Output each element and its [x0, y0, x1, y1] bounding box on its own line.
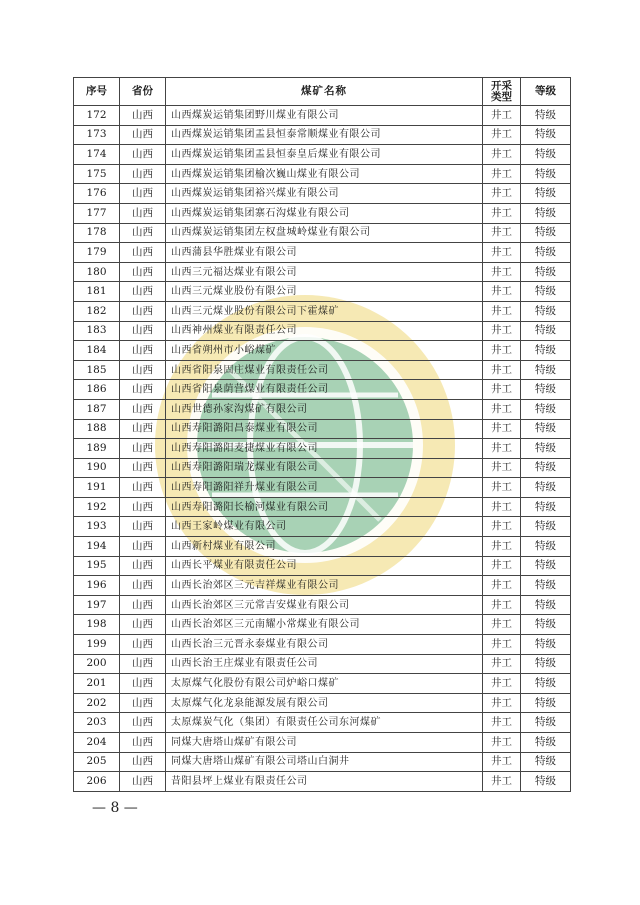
cell-province: 山西	[120, 360, 166, 380]
cell-province: 山西	[120, 301, 166, 321]
cell-mine-name: 山西长平煤业有限责任公司	[166, 556, 483, 576]
cell-mining-type: 井工	[483, 106, 521, 126]
cell-seq: 203	[74, 713, 120, 733]
header-mining-type: 开采类型	[483, 78, 521, 106]
cell-province: 山西	[120, 125, 166, 145]
cell-province: 山西	[120, 752, 166, 772]
cell-province: 山西	[120, 439, 166, 459]
cell-mine-name: 山西煤炭运销集团野川煤业有限公司	[166, 106, 483, 126]
cell-mining-type: 井工	[483, 517, 521, 537]
cell-seq: 184	[74, 341, 120, 361]
table-row	[74, 164, 571, 184]
table-row	[74, 654, 571, 674]
cell-mine-name: 山西寿阳潞阳长榆河煤业有限公司	[166, 497, 483, 517]
cell-mine-name: 山西寿阳潞阳瑞龙煤业有限公司	[166, 458, 483, 478]
cell-mining-type: 井工	[483, 556, 521, 576]
table-row	[74, 556, 571, 576]
table-row	[74, 713, 571, 733]
cell-seq: 185	[74, 360, 120, 380]
cell-grade: 特级	[521, 106, 571, 126]
cell-mining-type: 井工	[483, 478, 521, 498]
cell-grade: 特级	[521, 184, 571, 204]
cell-grade: 特级	[521, 635, 571, 655]
cell-seq: 178	[74, 223, 120, 243]
cell-province: 山西	[120, 243, 166, 263]
cell-grade: 特级	[521, 595, 571, 615]
table-row	[74, 439, 571, 459]
cell-province: 山西	[120, 419, 166, 439]
cell-mine-name: 山西省朔州市小峪煤矿	[166, 341, 483, 361]
cell-province: 山西	[120, 517, 166, 537]
table-row	[74, 243, 571, 263]
cell-mine-name: 山西煤炭运销集团盂县恒泰皇后煤业有限公司	[166, 145, 483, 165]
cell-mining-type: 井工	[483, 439, 521, 459]
header-grade: 等级	[521, 78, 571, 106]
cell-mine-name: 山西寿阳潞阳昌泰煤业有限公司	[166, 419, 483, 439]
cell-seq: 197	[74, 595, 120, 615]
cell-mining-type: 井工	[483, 674, 521, 694]
table-row	[74, 497, 571, 517]
cell-mining-type: 井工	[483, 301, 521, 321]
table-row	[74, 262, 571, 282]
cell-mining-type: 井工	[483, 576, 521, 596]
cell-province: 山西	[120, 635, 166, 655]
cell-province: 山西	[120, 772, 166, 792]
table-row	[74, 380, 571, 400]
cell-province: 山西	[120, 145, 166, 165]
cell-mining-type: 井工	[483, 282, 521, 302]
cell-mine-name: 山西省阳泉荫营煤业有限责任公司	[166, 380, 483, 400]
cell-mining-type: 井工	[483, 184, 521, 204]
table-row	[74, 184, 571, 204]
cell-seq: 183	[74, 321, 120, 341]
cell-mine-name: 山西神州煤业有限责任公司	[166, 321, 483, 341]
cell-mine-name: 山西世德孙家沟煤矿有限公司	[166, 399, 483, 419]
cell-mine-name: 太原煤气化股份有限公司炉峪口煤矿	[166, 674, 483, 694]
cell-mine-name: 山西三元煤业股份有限公司	[166, 282, 483, 302]
cell-mining-type: 井工	[483, 262, 521, 282]
cell-grade: 特级	[521, 556, 571, 576]
cell-province: 山西	[120, 713, 166, 733]
cell-grade: 特级	[521, 321, 571, 341]
cell-seq: 175	[74, 164, 120, 184]
cell-grade: 特级	[521, 576, 571, 596]
cell-province: 山西	[120, 458, 166, 478]
cell-province: 山西	[120, 537, 166, 557]
cell-seq: 186	[74, 380, 120, 400]
cell-mine-name: 山西煤炭运销集团榆次巍山煤业有限公司	[166, 164, 483, 184]
cell-province: 山西	[120, 654, 166, 674]
table-row	[74, 595, 571, 615]
cell-mine-name: 山西省阳泉固庄煤业有限责任公司	[166, 360, 483, 380]
cell-grade: 特级	[521, 145, 571, 165]
cell-mining-type: 井工	[483, 595, 521, 615]
cell-seq: 173	[74, 125, 120, 145]
cell-mining-type: 井工	[483, 752, 521, 772]
cell-seq: 176	[74, 184, 120, 204]
cell-grade: 特级	[521, 439, 571, 459]
cell-grade: 特级	[521, 301, 571, 321]
cell-mine-name: 山西煤炭运销集团寨石沟煤业有限公司	[166, 203, 483, 223]
cell-seq: 189	[74, 439, 120, 459]
cell-grade: 特级	[521, 399, 571, 419]
cell-seq: 192	[74, 497, 120, 517]
cell-mining-type: 井工	[483, 321, 521, 341]
table-row	[74, 360, 571, 380]
cell-grade: 特级	[521, 517, 571, 537]
cell-grade: 特级	[521, 341, 571, 361]
cell-mining-type: 井工	[483, 145, 521, 165]
cell-grade: 特级	[521, 360, 571, 380]
cell-grade: 特级	[521, 164, 571, 184]
cell-seq: 206	[74, 772, 120, 792]
cell-mine-name: 山西王家岭煤业有限公司	[166, 517, 483, 537]
cell-province: 山西	[120, 106, 166, 126]
cell-grade: 特级	[521, 380, 571, 400]
cell-seq: 194	[74, 537, 120, 557]
cell-province: 山西	[120, 674, 166, 694]
coal-mine-table	[73, 77, 571, 792]
cell-mine-name: 昔阳县坪上煤业有限责任公司	[166, 772, 483, 792]
cell-seq: 199	[74, 635, 120, 655]
cell-province: 山西	[120, 556, 166, 576]
cell-province: 山西	[120, 576, 166, 596]
table-row	[74, 341, 571, 361]
cell-grade: 特级	[521, 615, 571, 635]
cell-mining-type: 井工	[483, 693, 521, 713]
header-mine-name: 煤矿名称	[166, 78, 483, 106]
table-row	[74, 635, 571, 655]
table-row	[74, 772, 571, 792]
cell-mining-type: 井工	[483, 203, 521, 223]
cell-mining-type: 井工	[483, 360, 521, 380]
cell-seq: 205	[74, 752, 120, 772]
cell-mining-type: 井工	[483, 380, 521, 400]
table-row	[74, 145, 571, 165]
cell-seq: 174	[74, 145, 120, 165]
cell-mine-name: 太原煤气化龙泉能源发展有限公司	[166, 693, 483, 713]
cell-seq: 195	[74, 556, 120, 576]
cell-mining-type: 井工	[483, 164, 521, 184]
cell-mine-name: 山西寿阳潞阳祥升煤业有限公司	[166, 478, 483, 498]
table-row	[74, 576, 571, 596]
cell-grade: 特级	[521, 282, 571, 302]
table-row	[74, 693, 571, 713]
cell-province: 山西	[120, 615, 166, 635]
cell-grade: 特级	[521, 262, 571, 282]
cell-province: 山西	[120, 693, 166, 713]
cell-province: 山西	[120, 595, 166, 615]
cell-grade: 特级	[521, 223, 571, 243]
cell-mine-name: 山西长治郊区三元常吉安煤业有限公司	[166, 595, 483, 615]
cell-mine-name: 山西三元福达煤业有限公司	[166, 262, 483, 282]
cell-seq: 198	[74, 615, 120, 635]
cell-mine-name: 山西煤炭运销集团左权盘城岭煤业有限公司	[166, 223, 483, 243]
cell-grade: 特级	[521, 693, 571, 713]
table-body	[74, 106, 571, 792]
cell-grade: 特级	[521, 203, 571, 223]
cell-province: 山西	[120, 203, 166, 223]
table-row	[74, 478, 571, 498]
cell-mining-type: 井工	[483, 635, 521, 655]
table-row	[74, 282, 571, 302]
cell-mine-name: 山西煤炭运销集团盂县恒泰常顺煤业有限公司	[166, 125, 483, 145]
cell-mine-name: 同煤大唐塔山煤矿有限公司	[166, 733, 483, 753]
cell-grade: 特级	[521, 654, 571, 674]
cell-province: 山西	[120, 321, 166, 341]
cell-mine-name: 山西长治郊区三元吉祥煤业有限公司	[166, 576, 483, 596]
cell-grade: 特级	[521, 752, 571, 772]
cell-mine-name: 山西蒲县华胜煤业有限公司	[166, 243, 483, 263]
cell-seq: 172	[74, 106, 120, 126]
cell-seq: 177	[74, 203, 120, 223]
cell-seq: 179	[74, 243, 120, 263]
cell-seq: 187	[74, 399, 120, 419]
cell-province: 山西	[120, 733, 166, 753]
cell-grade: 特级	[521, 497, 571, 517]
cell-province: 山西	[120, 341, 166, 361]
cell-mining-type: 井工	[483, 223, 521, 243]
cell-mine-name: 同煤大唐塔山煤矿有限公司塔山白洞井	[166, 752, 483, 772]
cell-mining-type: 井工	[483, 419, 521, 439]
header-seq: 序号	[74, 78, 120, 106]
cell-mine-name: 山西寿阳潞阳麦捷煤业有限公司	[166, 439, 483, 459]
cell-seq: 182	[74, 301, 120, 321]
table-row	[74, 537, 571, 557]
table-row	[74, 106, 571, 126]
cell-seq: 204	[74, 733, 120, 753]
table-row	[74, 458, 571, 478]
cell-province: 山西	[120, 184, 166, 204]
cell-mining-type: 井工	[483, 341, 521, 361]
cell-mining-type: 井工	[483, 615, 521, 635]
table-row	[74, 419, 571, 439]
cell-mine-name: 山西新村煤业有限公司	[166, 537, 483, 557]
cell-grade: 特级	[521, 243, 571, 263]
cell-mine-name: 太原煤炭气化（集团）有限责任公司东河煤矿	[166, 713, 483, 733]
cell-mine-name: 山西长治三元晋永泰煤业有限公司	[166, 635, 483, 655]
cell-mining-type: 井工	[483, 537, 521, 557]
table-header-row	[74, 78, 571, 106]
cell-mine-name: 山西长治郊区三元南耀小常煤业有限公司	[166, 615, 483, 635]
table-row	[74, 321, 571, 341]
cell-grade: 特级	[521, 537, 571, 557]
cell-grade: 特级	[521, 125, 571, 145]
table-row	[74, 674, 571, 694]
page-number: — 8 —	[92, 800, 138, 816]
cell-mining-type: 井工	[483, 125, 521, 145]
cell-seq: 193	[74, 517, 120, 537]
cell-mining-type: 井工	[483, 497, 521, 517]
cell-mining-type: 井工	[483, 713, 521, 733]
table-row	[74, 301, 571, 321]
cell-grade: 特级	[521, 674, 571, 694]
table-row	[74, 223, 571, 243]
cell-province: 山西	[120, 478, 166, 498]
cell-province: 山西	[120, 282, 166, 302]
cell-seq: 190	[74, 458, 120, 478]
table-row	[74, 752, 571, 772]
cell-mining-type: 井工	[483, 654, 521, 674]
cell-grade: 特级	[521, 733, 571, 753]
cell-province: 山西	[120, 497, 166, 517]
cell-mining-type: 井工	[483, 399, 521, 419]
table-row	[74, 399, 571, 419]
table-row	[74, 125, 571, 145]
header-province: 省份	[120, 78, 166, 106]
cell-grade: 特级	[521, 419, 571, 439]
cell-grade: 特级	[521, 772, 571, 792]
cell-province: 山西	[120, 399, 166, 419]
cell-mining-type: 井工	[483, 733, 521, 753]
cell-mining-type: 井工	[483, 243, 521, 263]
cell-seq: 191	[74, 478, 120, 498]
cell-seq: 201	[74, 674, 120, 694]
cell-mine-name: 山西长治王庄煤业有限责任公司	[166, 654, 483, 674]
cell-grade: 特级	[521, 478, 571, 498]
table-row	[74, 517, 571, 537]
table-row	[74, 615, 571, 635]
cell-seq: 180	[74, 262, 120, 282]
cell-seq: 202	[74, 693, 120, 713]
cell-seq: 196	[74, 576, 120, 596]
cell-grade: 特级	[521, 713, 571, 733]
cell-province: 山西	[120, 223, 166, 243]
cell-seq: 200	[74, 654, 120, 674]
cell-province: 山西	[120, 380, 166, 400]
table-row	[74, 203, 571, 223]
cell-mining-type: 井工	[483, 772, 521, 792]
cell-mine-name: 山西三元煤业股份有限公司下霍煤矿	[166, 301, 483, 321]
cell-province: 山西	[120, 164, 166, 184]
table-row	[74, 733, 571, 753]
cell-seq: 188	[74, 419, 120, 439]
cell-mining-type: 井工	[483, 458, 521, 478]
cell-mine-name: 山西煤炭运销集团裕兴煤业有限公司	[166, 184, 483, 204]
cell-grade: 特级	[521, 458, 571, 478]
cell-seq: 181	[74, 282, 120, 302]
cell-province: 山西	[120, 262, 166, 282]
